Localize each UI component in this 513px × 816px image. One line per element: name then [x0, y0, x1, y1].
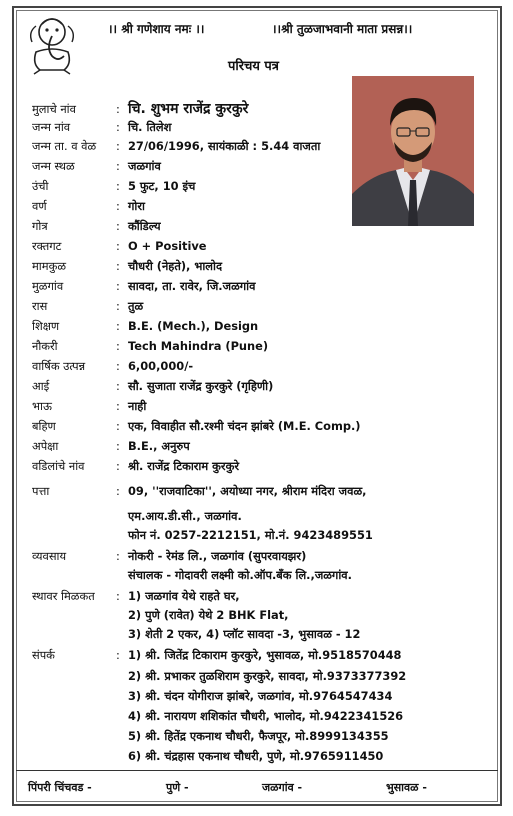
- contacts-label: संपर्क: [32, 648, 55, 662]
- field-row: [32, 484, 366, 499]
- field-label: जन्म स्थळ: [32, 159, 75, 173]
- contacts-row: संपर्क : 1) श्री. जितेंद्र टिकाराम कुरकुरे, भुसावळ, मो.9518570448: [32, 648, 402, 662]
- header-blessing-right: ।।श्री तुळजाभवानी माता प्रसन्न।।: [272, 22, 413, 36]
- field-value: चौधरी (नेहते), भालोद: [128, 259, 223, 273]
- field-row: [32, 379, 273, 394]
- field-row: [32, 339, 268, 354]
- field-row: [32, 179, 195, 194]
- field-colon: :: [116, 179, 120, 193]
- field-label: अपेक्षा: [32, 439, 59, 453]
- field-row: [32, 439, 190, 454]
- field-row: [32, 399, 146, 414]
- header-blessing-left: ।। श्री गणेशाय नमः ।।: [108, 22, 205, 36]
- field-value: O + Positive: [128, 239, 207, 253]
- field-row: [32, 199, 145, 214]
- field-label: आई: [32, 379, 50, 393]
- contact-line-5: 5) श्री. हितेंद्र एकनाथ चौधरी, फैजपूर, मो.8999134355: [128, 729, 389, 743]
- contact-line-2: 2) श्री. प्रभाकर तुळशिराम कुरकुरे, सावदा, मो.9373377392: [128, 669, 407, 683]
- field-colon: :: [116, 484, 120, 498]
- field-label: उंची: [32, 179, 49, 193]
- ganesha-logo-icon: [24, 12, 80, 76]
- field-value: सौ. सुजाता राजेंद्र कुरकुरे (गृहिणी): [128, 379, 274, 393]
- field-value: सावदा, ता. रावेर, जि.जळगांव: [128, 279, 256, 293]
- field-row: [32, 459, 239, 474]
- field-value: तुळ: [128, 299, 144, 313]
- field-value: Tech Mahindra (Pune): [128, 339, 269, 353]
- field-value: श्री. राजेंद्र टिकाराम कुरकुरे: [128, 459, 239, 473]
- field-row: [32, 259, 222, 274]
- field-colon: :: [116, 459, 120, 473]
- field-colon: :: [116, 239, 120, 253]
- field-label: मामकुळ: [32, 259, 66, 273]
- field-row: [32, 319, 258, 334]
- profile-photo: [352, 76, 474, 226]
- field-row: [32, 219, 161, 234]
- address-line-2: एम.आय.डी.सी., जळगांव.: [128, 509, 242, 523]
- field-colon: :: [116, 219, 120, 233]
- field-label: वडिलांचे नांव: [32, 459, 85, 473]
- field-value: गोरा: [128, 199, 145, 213]
- property-line-1: 1) जळगांव येथे राहते घर,: [128, 589, 240, 603]
- footer-divider: [16, 770, 498, 771]
- contact-line-6: 6) श्री. चंद्रहास एकनाथ चौधरी, पुणे, मो.9765911450: [128, 749, 384, 763]
- field-colon: :: [116, 359, 120, 373]
- field-colon: :: [116, 379, 120, 393]
- field-colon: :: [116, 199, 120, 213]
- contact-line-1: 1) श्री. जितेंद्र टिकाराम कुरकुरे, भुसावळ, मो.9518570448: [128, 648, 402, 662]
- field-value: एक, विवाहीत सौ.रश्मी चंदन झांबरे (M.E. Comp.): [128, 419, 361, 433]
- field-label: रास: [32, 299, 48, 313]
- field-label: पत्ता: [32, 484, 50, 498]
- business-label: व्यवसाय: [32, 549, 67, 563]
- field-label: बहिण: [32, 419, 56, 433]
- field-colon: :: [116, 102, 120, 116]
- business-row: व्यवसाय : नोकरी - रेमंड लि., जळगांव (सुपरवायझर): [32, 549, 307, 563]
- field-value: 5 फुट, 10 इंच: [128, 179, 196, 193]
- field-row: [32, 359, 193, 374]
- field-row: [32, 419, 361, 434]
- field-label: मुलाचे नांव: [32, 102, 76, 116]
- field-value: चि. शुभम राजेंद्र कुरकुरे: [128, 101, 249, 117]
- page-title: परिचय पत्र: [228, 59, 279, 74]
- field-value: B.E., अनुरुप: [128, 439, 190, 453]
- field-label: मुळगांव: [32, 279, 64, 293]
- field-row: [32, 99, 248, 118]
- footer-city-pimpri: पिंपरी चिंचवड -: [28, 781, 92, 794]
- field-colon: :: [116, 299, 120, 313]
- field-value: 27/06/1996, सायंकाळी : 5.44 वाजता: [128, 139, 321, 153]
- business-line-1: नोकरी - रेमंड लि., जळगांव (सुपरवायझर): [128, 549, 307, 563]
- field-colon: :: [116, 139, 120, 153]
- field-row: [32, 120, 171, 135]
- field-value: B.E. (Mech.), Design: [128, 319, 259, 333]
- field-value: नाही: [128, 399, 147, 413]
- field-value: चि. तिलेश: [128, 120, 172, 134]
- field-colon: :: [116, 319, 120, 333]
- footer-city-jalgaon: जळगांव -: [262, 781, 303, 794]
- field-label: शिक्षण: [32, 319, 60, 333]
- field-colon: :: [116, 439, 120, 453]
- footer-city-pune: पुणे -: [166, 781, 189, 794]
- field-value: कौंडिल्य: [128, 219, 161, 233]
- property-label: स्थावर मिळकत: [32, 589, 95, 603]
- address-line-3: फोन नं. 0257-2212151, मो.नं. 9423489551: [128, 528, 373, 542]
- field-row: [32, 279, 255, 294]
- contact-line-3: 3) श्री. चंदन योगीराज झांबरे, जळगांव, मो.9764547434: [128, 689, 393, 703]
- field-value: 6,00,000/-: [128, 359, 194, 373]
- field-colon: :: [116, 159, 120, 173]
- field-label: जन्म ता. व वेळ: [32, 139, 97, 153]
- field-colon: :: [116, 339, 120, 353]
- field-label: रक्तगट: [32, 239, 62, 253]
- field-label: गोत्र: [32, 219, 48, 233]
- field-row: [32, 299, 143, 314]
- field-colon: :: [116, 120, 120, 134]
- field-row: [32, 159, 161, 174]
- contact-line-4: 4) श्री. नारायण शशिकांत चौधरी, भालोद, मो.9422341526: [128, 709, 404, 723]
- field-label: भाऊ: [32, 399, 52, 413]
- field-label: वर्ण: [32, 199, 47, 213]
- field-label: नौकरी: [32, 339, 58, 353]
- field-colon: :: [116, 279, 120, 293]
- field-row: [32, 139, 320, 154]
- field-colon: :: [116, 419, 120, 433]
- field-label: वार्षिक उत्पन्न: [32, 359, 86, 373]
- property-row: स्थावर मिळकत : 1) जळगांव येथे राहते घर,: [32, 589, 240, 603]
- field-row: [32, 239, 207, 254]
- business-line-2: संचालक - गोदावरी लक्ष्मी को.ऑप.बँक लि.,जळगांव.: [128, 568, 352, 582]
- field-label: जन्म नांव: [32, 120, 71, 134]
- footer-city-bhusawal: भुसावळ -: [386, 781, 427, 794]
- field-colon: :: [116, 399, 120, 413]
- property-line-2: 2) पुणे (रावेत) येथे 2 BHK Flat,: [128, 608, 289, 622]
- field-value: 09, ''राजवाटिका'', अयोध्या नगर, श्रीराम मंदिरा जवळ,: [128, 484, 367, 498]
- property-line-3: 3) शेती 2 एकर, 4) प्लॉट सावदा -3, भुसावळ - 12: [128, 627, 361, 641]
- field-value: जळगांव: [128, 159, 161, 173]
- field-colon: :: [116, 259, 120, 273]
